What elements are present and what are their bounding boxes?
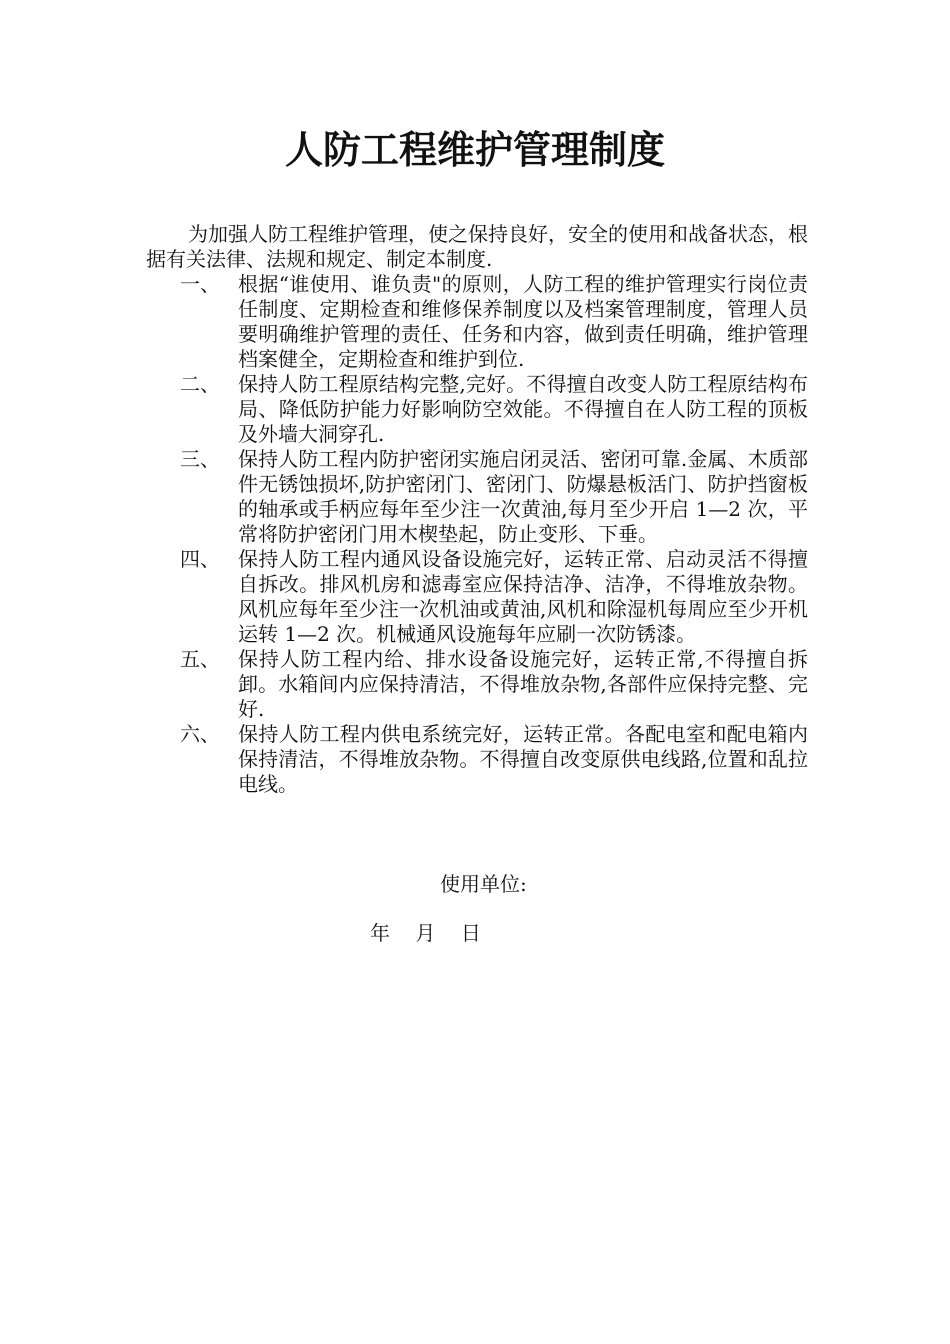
date-line: 年 月 日 <box>370 921 481 945</box>
rule-text: 根据“谁使用、谁负责"的原则，人防工程的维护管理实行岗位责任制度、定期检查和维修保养制度以及档案管理制度，管理人员要明确维护管理的责任、任务和内容，做到责任明确，维护管理档案健全，定期检查和维护到位. <box>238 272 808 371</box>
intro-paragraph: 为加强人防工程维护管理，使之保持良好，安全的使用和战备状态，根据有关法律、法规和规定、制定本制度. <box>146 222 808 271</box>
rules-list <box>146 272 808 797</box>
rule-number: 五、 <box>180 647 220 671</box>
signature-unit-label: 使用单位: <box>440 872 527 896</box>
rule-number: 二、 <box>180 372 220 396</box>
rule-item-6 <box>146 722 808 797</box>
rule-item-1 <box>146 272 808 372</box>
rule-number: 一、 <box>180 272 220 296</box>
rule-item-4 <box>146 547 808 647</box>
document-title: 人防工程维护管理制度 <box>284 127 665 172</box>
rule-item-2 <box>146 372 808 447</box>
document-body <box>146 222 808 797</box>
rule-text: 保持人防工程内供电系统完好，运转正常。各配电室和配电箱内保持清洁，不得堆放杂物。不得擅自改变原供电线路,位置和乱拉电线。 <box>238 722 808 796</box>
rule-item-3 <box>146 447 808 547</box>
rule-number: 四、 <box>180 547 220 571</box>
rule-item-5 <box>146 647 808 722</box>
rule-text: 保持人防工程内给、排水设备设施完好，运转正常,不得擅自拆卸。水箱间内应保持清洁，不得堆放杂物,各部件应保持完整、完好. <box>238 647 808 721</box>
rule-text: 保持人防工程原结构完整,完好。不得擅自改变人防工程原结构布局、降低防护能力好影响防空效能。不得擅自在人防工程的顶板及外墙大洞穿孔. <box>238 372 808 446</box>
rule-text: 保持人防工程内通风设备设施完好，运转正常、启动灵活不得擅自拆改。排风机房和滤毒室应保持洁净、洁净，不得堆放杂物。风机应每年至少注一次机油或黄油,风机和除湿机每周应至少开机运转 1—2 次。机械通风设施每年应刷一次防锈漆。 <box>238 547 808 646</box>
rule-number: 三、 <box>180 447 220 471</box>
rule-number: 六、 <box>180 722 220 746</box>
rule-text: 保持人防工程内防护密闭实施启闭灵活、密闭可靠.金属、木质部件无锈蚀损坏,防护密闭门、密闭门、防爆悬板活门、防护挡窗板的轴承或手柄应每年至少注一次黄油,每月至少开启 1—2 次，平常将防护密闭门用木楔垫起，防止变形、下垂。 <box>238 447 808 546</box>
